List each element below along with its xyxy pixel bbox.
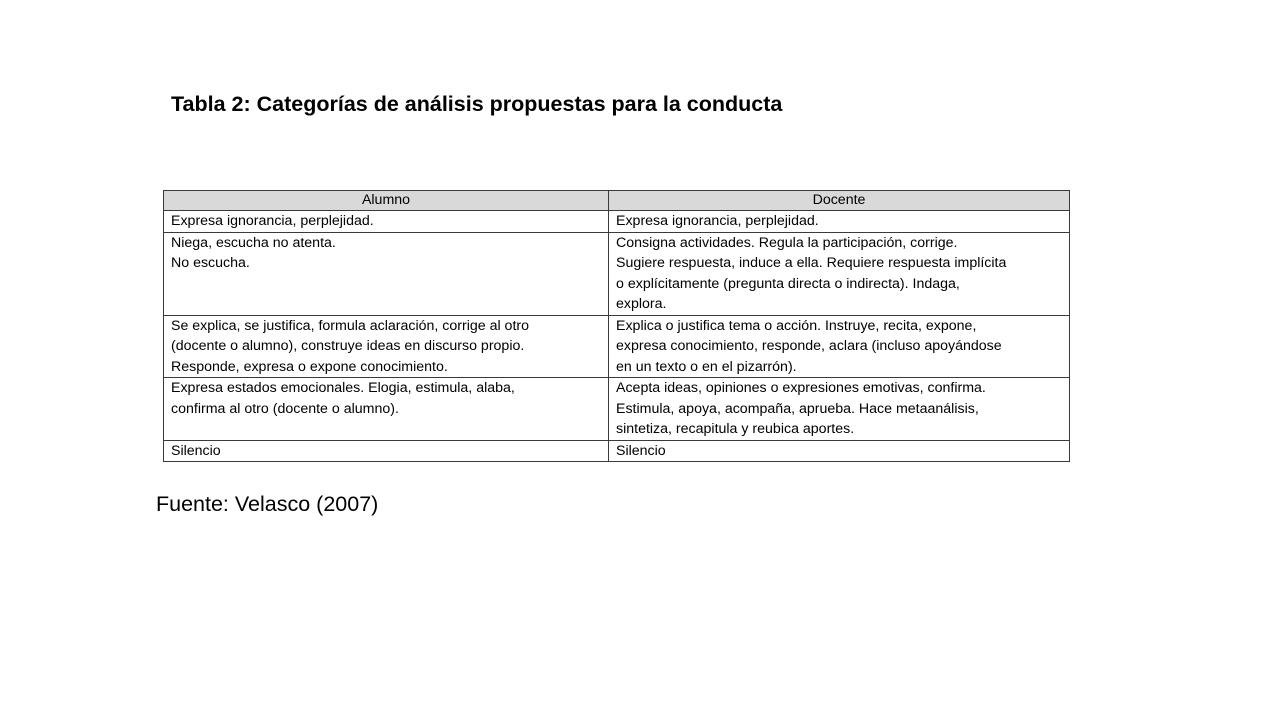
cell-docente: [609, 232, 1070, 315]
cell-text-line: Silencio: [171, 442, 221, 459]
header-alumno: Alumno: [164, 191, 609, 211]
cell-text-line: expresa conocimiento, responde, aclara (incluso apoyándose: [616, 338, 1002, 354]
cell-text-line: o explícitamente (pregunta directa o indirecta). Indaga,: [616, 275, 960, 292]
cell-docente: [609, 378, 1070, 441]
table-row: [164, 315, 1070, 378]
cell-alumno: [164, 232, 609, 315]
cell-text-line: Consigna actividades. Regula la participación, corrige.: [616, 234, 958, 251]
cell-docente: [609, 211, 1070, 233]
cell-text-line: Se explica, se justifica, formula aclaración, corrige al otro: [171, 317, 529, 334]
cell-text-line: Silencio: [616, 442, 666, 459]
source-citation: Fuente: Velasco (2007): [156, 492, 379, 516]
categories-table-container: [163, 190, 1069, 462]
cell-docente: [609, 315, 1070, 378]
cell-text-line: No escucha.: [171, 255, 250, 271]
cell-docente: [609, 440, 1070, 462]
cell-text-line: Expresa ignorancia, perplejidad.: [171, 213, 374, 229]
table-row: [164, 232, 1070, 315]
cell-text-line: explora.: [616, 296, 667, 312]
table-row: [164, 211, 1070, 233]
cell-text-line: Niega, escucha no atenta.: [171, 234, 336, 251]
cell-text-line: Expresa ignorancia, perplejidad.: [616, 213, 819, 229]
cell-text-line: Responde, expresa o expone conocimiento.: [171, 358, 448, 375]
table-row: [164, 440, 1070, 462]
cell-alumno: [164, 378, 609, 441]
cell-text-line: confirma al otro (docente o alumno).: [171, 400, 399, 417]
cell-alumno: [164, 211, 609, 233]
table-header-row: [164, 191, 1070, 211]
cell-alumno: [164, 440, 609, 462]
cell-text-line: Estimula, apoya, acompaña, aprueba. Hace metaanálisis,: [616, 400, 979, 417]
table-row: [164, 378, 1070, 441]
cell-text-line: (docente o alumno), construye ideas en discurso propio.: [171, 338, 525, 354]
table-title: Tabla 2: Categorías de análisis propuestas para la conducta: [171, 92, 783, 116]
cell-text-line: Acepta ideas, opiniones o expresiones emotivas, confirma.: [616, 380, 986, 396]
cell-text-line: Explica o justifica tema o acción. Instruye, recita, expone,: [616, 317, 977, 334]
table-body: [164, 211, 1070, 462]
cell-text-line: en un texto o en el pizarrón).: [616, 358, 797, 375]
cell-text-line: sintetiza, recapitula y reubica aportes.: [616, 421, 855, 437]
cell-text-line: Expresa estados emocionales. Elogia, estimula, alaba,: [171, 380, 515, 396]
header-docente: Docente: [609, 191, 1070, 211]
cell-text-line: Sugiere respuesta, induce a ella. Requiere respuesta implícita: [616, 255, 1007, 271]
cell-alumno: [164, 315, 609, 378]
categories-table: [163, 190, 1070, 462]
